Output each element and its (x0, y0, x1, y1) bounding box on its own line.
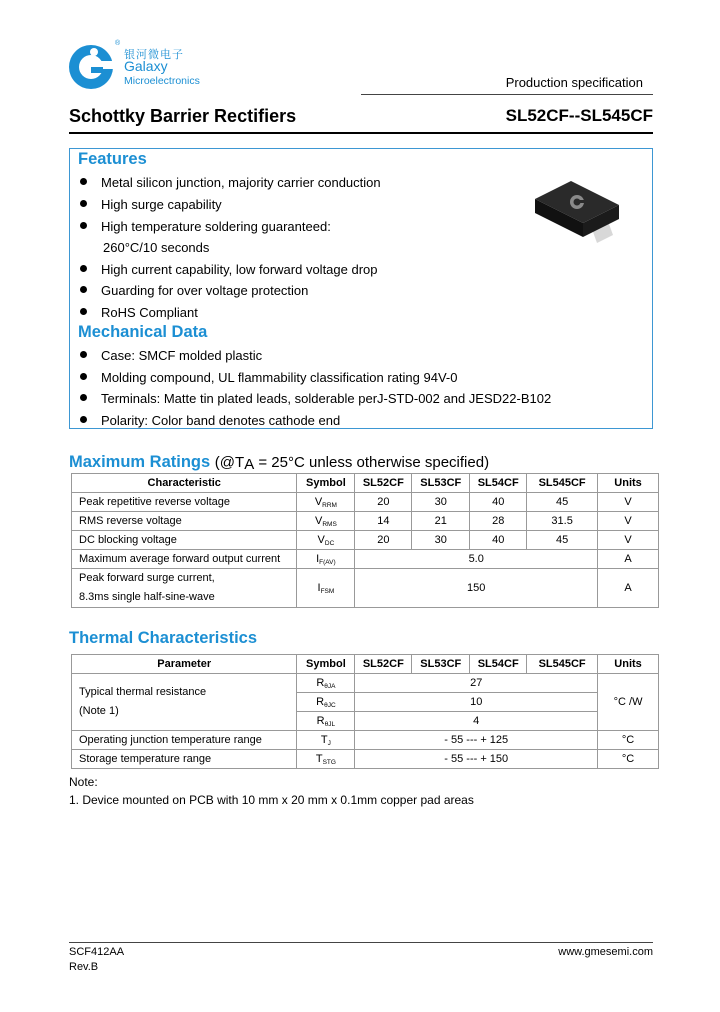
bullet-icon (80, 373, 87, 380)
feature-item: High current capability, low forward voltage drop (80, 262, 378, 277)
table-row: DC blocking voltage $V_{DC}$ 20 30 40 45 V (72, 531, 659, 550)
footer-revision: Rev.B (69, 961, 99, 973)
footer-doc-code: SCF412AA (69, 946, 125, 958)
bullet-icon (80, 265, 87, 272)
feature-item: RoHS Compliant (80, 305, 198, 320)
feature-item: High temperature soldering guaranteed: (80, 219, 331, 234)
part-number-range: SL52CF--SL545CF (505, 106, 653, 125)
mechanical-item: Case: SMCF molded plastic (80, 348, 262, 363)
mechanical-item: Terminals: Matte tin plated leads, solderable perJ-STD-002 and JESD22-B102 (80, 391, 551, 406)
mechanical-heading: Mechanical Data (78, 323, 208, 341)
logo-subname: Microelectronics (124, 75, 200, 87)
table-row: $R_{\theta JL}$ 4 (72, 712, 659, 731)
max-ratings-table (71, 473, 659, 608)
document-title: Schottky Barrier Rectifiers (69, 106, 297, 126)
registered-mark: ® (115, 40, 121, 47)
table-row: RMS reverse voltage $V_{RMS}$ 14 21 28 31.5 V (72, 512, 659, 531)
feature-item: Guarding for over voltage protection (80, 283, 308, 298)
spec-label: Production specification (505, 75, 643, 90)
thermal-table (71, 654, 659, 769)
table-row: Operating junction temperature range $T_J$ - 55 --- + 125 °C (72, 731, 659, 750)
title-divider (69, 132, 653, 134)
table-row: Typical thermal resistance (Note 1) $R_{\theta JA}$ 27 °C /W (72, 674, 659, 693)
bullet-icon (80, 308, 87, 315)
bullet-icon (80, 394, 87, 401)
thermal-heading: Thermal Characteristics (69, 629, 258, 647)
table-header-row: Characteristic Symbol SL52CF SL53CF SL54CF SL545CF Units (72, 474, 659, 493)
table-row: Peak forward surge current, 8.3ms single half-sine-wave $I_{FSM}$ 150 A (72, 569, 659, 608)
max-ratings-heading: Maximum Ratings ($@T_A = 25^\circ C$ unless otherwise specified) (69, 453, 490, 473)
feature-item-continuation: 260°C/10 seconds (103, 240, 210, 255)
footer-divider (69, 942, 653, 943)
table-row: Peak repetitive reverse voltage $V_{RRM}$ 20 30 40 45 V (72, 493, 659, 512)
table-row: $R_{\theta JC}$ 10 (72, 693, 659, 712)
bullet-icon (80, 200, 87, 207)
header-divider (361, 94, 653, 95)
table-row: Storage temperature range $T_{STG}$ - 55 --- + 150 °C (72, 750, 659, 769)
bullet-icon (80, 178, 87, 185)
features-heading: Features (78, 150, 147, 168)
logo-chinese-name: 银河微电子 (124, 48, 184, 61)
smcf-package-image (527, 177, 627, 247)
table-header-row: Parameter Symbol SL52CF SL53CF SL54CF SL545CF Units (72, 655, 659, 674)
bullet-icon (80, 222, 87, 229)
logo-name: Galaxy (124, 58, 168, 74)
mechanical-item: Molding compound, UL flammability classification rating 94V-0 (80, 370, 457, 385)
footer-website-link[interactable]: www.gmesemi.com (558, 946, 653, 958)
mechanical-item: Polarity: Color band denotes cathode end (80, 413, 340, 428)
table-row: Maximum average forward output current $I_{F(AV)}$ 5.0 A (72, 550, 659, 569)
feature-item: Metal silicon junction, majority carrier conduction (80, 175, 381, 190)
bullet-icon (80, 351, 87, 358)
bullet-icon (80, 416, 87, 423)
bullet-icon (80, 286, 87, 293)
note-label: Note: (69, 775, 98, 789)
note-item: 1. Device mounted on PCB with 10 mm x 20 mm x 0.1mm copper pad areas (69, 793, 474, 807)
feature-item: High surge capability (80, 197, 222, 212)
